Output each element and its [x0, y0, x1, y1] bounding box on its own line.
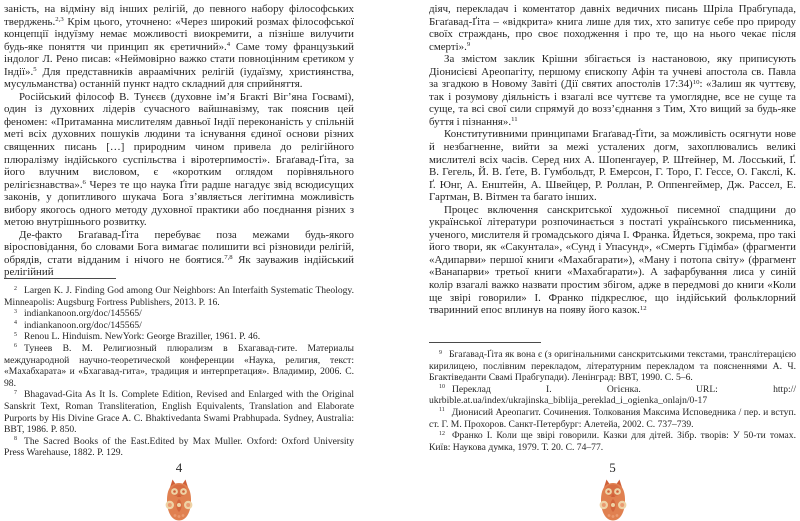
footnote: $^{12}$ Франко І. Коли ще звірі говорили. Казки для дітей. Зібр. творів: У 50-ти томах. Київ: Наукова думка, 1979. Т. 20. С. 74–77. [429, 430, 796, 453]
footnote: $^9$ Бгаґавад-Ґіта як вона є (з оригінальними санскритськими текстами, транслітерацією кирилицею, послівним перекладом, літературним перекладом та поясненнями А. Ч. Бгактіведанти Свамі Прабгупади). Ленінград: ВВТ, 1990. С. 5–6. [429, 349, 796, 384]
footnote: $^{10}$ Переклад І. Огієнка. URL: http:// ukrbible.at.ua/index/ukrajinska_biblija_pereklad_i_ogienka_onlajn/0-17 [429, 383, 796, 407]
footnote-ref: 3 [14, 308, 17, 315]
owl-ornament-icon [165, 479, 193, 521]
footnote-ref: 7 [14, 389, 17, 396]
paragraph: діяч, перекладач і коментатор давніх ведичних писань Шріла Прабгупада, Бгаґавад-Ґіта – «відкрита» книга лише для тих, хто запитує себе про природу своїх страждань, про своє походження і про те, що на нього чекає після смерті».$^9$ [429, 3, 796, 53]
footnote-ref: 5 [14, 331, 17, 338]
footnote: $^4$ indiankanoon.org/doc/145565/ [14, 319, 142, 331]
footnote-ref: 10 [439, 384, 445, 391]
footnote-ref: 11 [439, 407, 445, 414]
footnote-ref: 12 [439, 430, 445, 437]
paragraph: Процес включення санскритської художньої писемної спадщини до української літератури розпочинається з постаті українського письменника, ученого, мислителя й громадського діяча І. Франка. Йдеться, зокрема, про такі його твори, як «Сакунтала», «Сунд і Упасунд», «Смерть Гідімба» (фрагменти «Адипарви» першої книги «Махабгарати»), «Ману і потопа світу» (фрагмент «Ванапарви» третьої книги «Махабгарати»). А зафарбування лиса у синій колір взагалі важко назвати простим збігом, адже в передмові до книги «Коли ще звірі говорили» І. Франко підкреслює, що індійський фольклорний тваринний епос вплинув на появу його казок.$^{12}$ [429, 203, 796, 317]
footnote: $^5$ Renou L. Hinduism. NewYork: George Braziller, 1961. P. 46. [14, 331, 261, 343]
page-body [4, 3, 354, 279]
footnotes [429, 342, 796, 453]
footnote-ref: 4 [226, 41, 231, 49]
footnote: $^3$ indiankanoon.org/doc/145565/ [14, 308, 142, 320]
owl-ornament-icon [599, 479, 627, 521]
page-footer [429, 461, 796, 521]
footnote: $^7$ Bhagavad-Gita As It Is. Complete Edition, Revised and Enlarged with the Original Sanskrit Text, Roman Transliteration, English Equivalents, Translation and Elaborate Purports by His Divine Grace A. C. Bhaktivedanta Swami Prabhupada. Sydney, Australia: BBT, 1986. P. 850. [4, 389, 354, 436]
page-footer [4, 461, 354, 521]
footnote-ref: 10 [692, 78, 700, 86]
footnote: $^8$ The Sacred Books of the East.Edited by Max Muller. Oxford: Oxford University Press Warehause, 1882. P. 129. [4, 435, 354, 459]
footnote-ref: 2,3 [55, 16, 64, 24]
paragraph: Де-факто Бгаґавад-Ґіта перебуває поза межами будь-якого віросповідання, бо словами Бога вимагає полишити всі різновиди релігій, обрядів, стати відданим і нічого не боятися.$^{7,8}$ Як зауважив індійський релігійний [4, 228, 354, 279]
page-left [4, 3, 354, 519]
footnote-ref: 4 [14, 320, 17, 327]
footnote-ref: 11 [511, 116, 518, 124]
paragraph: Конститутивними принципами Бгаґавад-Ґіти, за можливість осягнути нове й незбагненне, вийти за межі усталених догм, захоплювались великі мислителі всіх часів. Серед них А. Шопенгауер, Р. Штейнер, М. Лосський, Ґ. В. Гегель, Й. В. Ґете, В. Гумбольдт, Р. Емерсон, Г. Торо, Г. Гессе, О. Гакслі, К. Ґ. Юнг, А. Енштейн, А. Швейцер, Р. Роллан, Р. Оппенгеймер, Дж. Рассел, Е. Гартман, В. Вітмен та багато інших. [429, 128, 796, 204]
page-number: 5 [609, 460, 616, 475]
footnote: $^{11}$ Дионисий Ареопагит. Сочинения. Толкования Максима Исповедника / пер. и вступ. ст. Г. М. Прохоров. Санкт-Петербург: Алетейа, 2002. С. 737–739. [429, 406, 796, 430]
footnote-ref: 5 [33, 66, 37, 74]
paragraph: заність, на відміну від інших релігій, до певного набору філософських тверджень.$^{2,3}$ Крім цього, уточнено: «Через широкий розмах філософської концепції індуїзму немає можливості виокремити, а пізніше вилучити будь-яке поняття чи принцип як єретичний».$^4$ Саме тому французький індолог Л. Рено писав: «Неймовірно важко стати повноцінним єретиком у Індії».$^5$ Для представників авраамічних релігій (іудаїзму, християнства, мусульманства) останній пункт надто складний для сприйняття. [4, 3, 354, 91]
footnote-separator [429, 342, 541, 343]
page-number: 4 [175, 460, 183, 475]
footnotes [4, 278, 354, 459]
footnote-separator [4, 278, 116, 279]
page-right [429, 3, 796, 519]
paragraph: Російський філософ В. Тунєєв (духовне ім’я Бгакті Віг’яна Госвамі), один із духовних лідерів сучасного вайшнавізму, так пояснив цей феномен: «Притаманна мислителям давньої Індії переконаність у спільній меті всіх духовних пошуків людини та існування єдиної основи різних священних писань […] природним чином привела до релігійного плюралізму індійського суспільства і віротерпимості». Бгаґавад-Ґіта, за його влучним висловом, є «коротким оглядом порівняльного релігієзнавства».$^6$ Через те що наука Ґіти радше нагадує звід всюдисущих законів, у допитливого шукача Бога з’являється легітимна можливість вибору якогось одного методу духовної практики або поєднання різних з метою внутрішнього розвитку. [4, 90, 354, 229]
footnote-ref: 7,8 [224, 254, 233, 262]
footnote-ref: 8 [14, 436, 17, 443]
footnote-ref: 9 [466, 41, 471, 49]
paragraph: За змістом заклик Крішни збігається із настановою, яку приписують Діонисієві Ареопагіту, першому єпископу Афін та учневі апостола св. Павла за згадкою в Новому Завіті (Дії святих апостолів 17:34)$^{10}$: «Залиш як чуттєву, так і розумову діяльність і взагалі все чуттєве та умоглядне, все не суще та суще, та всі свої сили спрямуй до возз’єднання з Тим, Хто вищий за будь-яке буття і пізнання».$^{11}$ [429, 53, 796, 128]
footnote-ref: 6 [14, 343, 17, 350]
page-body [429, 3, 796, 317]
footnote: $^2$ Largen K. J. Finding God among Our Neighbors: An Interfaith Systematic Theology. Minneapolis: Augsburg Fortress Publishers, 2013. P. 16. [4, 285, 354, 308]
footnote-ref: 9 [439, 349, 442, 356]
footnote-ref: 6 [82, 179, 86, 187]
footnote-ref: 2 [14, 285, 17, 292]
footnote: $^6$ Тунеев В. М. Религиозный плюрализм в Бхагавад-гите. Материалы международной научно-теоретической конференции «Наука, религия, текст: «Махабхарата» и «Бхагавад-гита», традиция и интерпретация». Владимир, 2006. С. 98. [4, 342, 354, 389]
footnote-ref: 12 [639, 304, 647, 312]
